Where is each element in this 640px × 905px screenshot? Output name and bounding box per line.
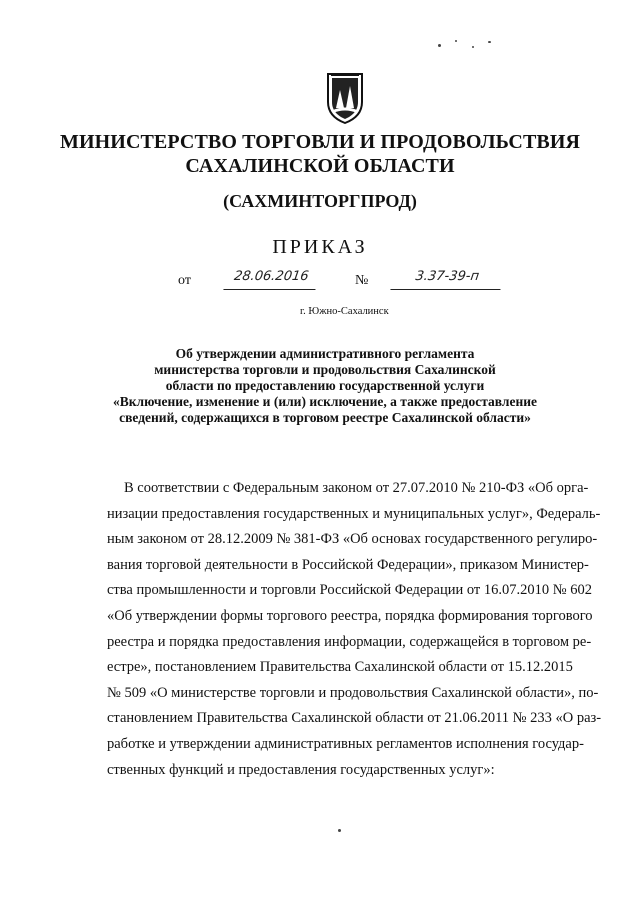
ministry-name-line: САХАЛИНСКОЙ ОБЛАСТИ [185, 155, 455, 177]
subject-line: сведений, содержащихся в торговом реестре Сахалинской области» [119, 410, 531, 425]
body-line: естре», постановлением Правительства Сахалинской области от 15.12.2015 [107, 659, 573, 676]
ministry-name [60, 130, 580, 178]
scan-speck [488, 41, 491, 43]
city-of-issue: г. Южно-Сахалинск [300, 306, 389, 317]
subject-line: «Включение, изменение и (или) исключение, а также предоставление [112, 394, 538, 409]
body-line: «Об утверждении формы торгового реестра, порядка формирования торгового [107, 607, 593, 624]
handwritten-date: 28.06.2016 [223, 267, 318, 290]
document-type-title: ПРИКАЗ [272, 236, 368, 258]
number-label: № [355, 273, 369, 288]
order-preamble [107, 476, 602, 783]
body-line: реестра и порядка предоставления информации, содержащейся в торговом ре- [107, 633, 592, 650]
body-line: № 509 «О министерстве торговли и продовольствия Сахалинской области», по- [107, 684, 599, 701]
date-label: от [178, 273, 191, 288]
body-line: работке и утверждении административных регламентов исполнения государ- [107, 735, 584, 752]
body-line: становлением Правительства Сахалинской области от 21.06.2011 № 233 «О раз- [107, 710, 602, 727]
order-subject [90, 346, 560, 426]
scan-speck [438, 44, 441, 47]
subject-line: области по предоставлению государственной услуги [165, 378, 485, 393]
sakhalin-coat-of-arms-icon [325, 72, 365, 124]
scan-speck [472, 46, 474, 48]
ministry-abbreviation: (САХМИНТОРГПРОД) [223, 191, 417, 211]
handwritten-order-number: 3.37-39-п [390, 267, 503, 290]
body-line: ства промышленности и торговли Российской Федерации от 16.07.2010 № 602 [107, 582, 592, 599]
body-line: В соответствии с Федеральным законом от 27.07.2010 № 210-ФЗ «Об орга- [124, 480, 589, 496]
scan-speck [338, 829, 341, 832]
subject-line: Об утверждении административного регламента [175, 346, 475, 361]
scan-speck [455, 40, 457, 42]
ministry-name-line: МИНИСТЕРСТВО ТОРГОВЛИ И ПРОДОВОЛЬСТВИЯ [60, 131, 581, 153]
body-line: вания торговой деятельности в Российской Федерации», приказом Министер- [107, 556, 589, 573]
body-line: ным законом от 28.12.2009 № 381-ФЗ «Об основах государственного регулиро- [107, 531, 598, 548]
body-line: ственных функций и предоставления государственных услуг»: [107, 761, 495, 778]
body-line: низации предоставления государственных и муниципальных услуг», Федераль- [107, 505, 601, 522]
subject-line: министерства торговли и продовольствия Сахалинской [154, 362, 496, 377]
